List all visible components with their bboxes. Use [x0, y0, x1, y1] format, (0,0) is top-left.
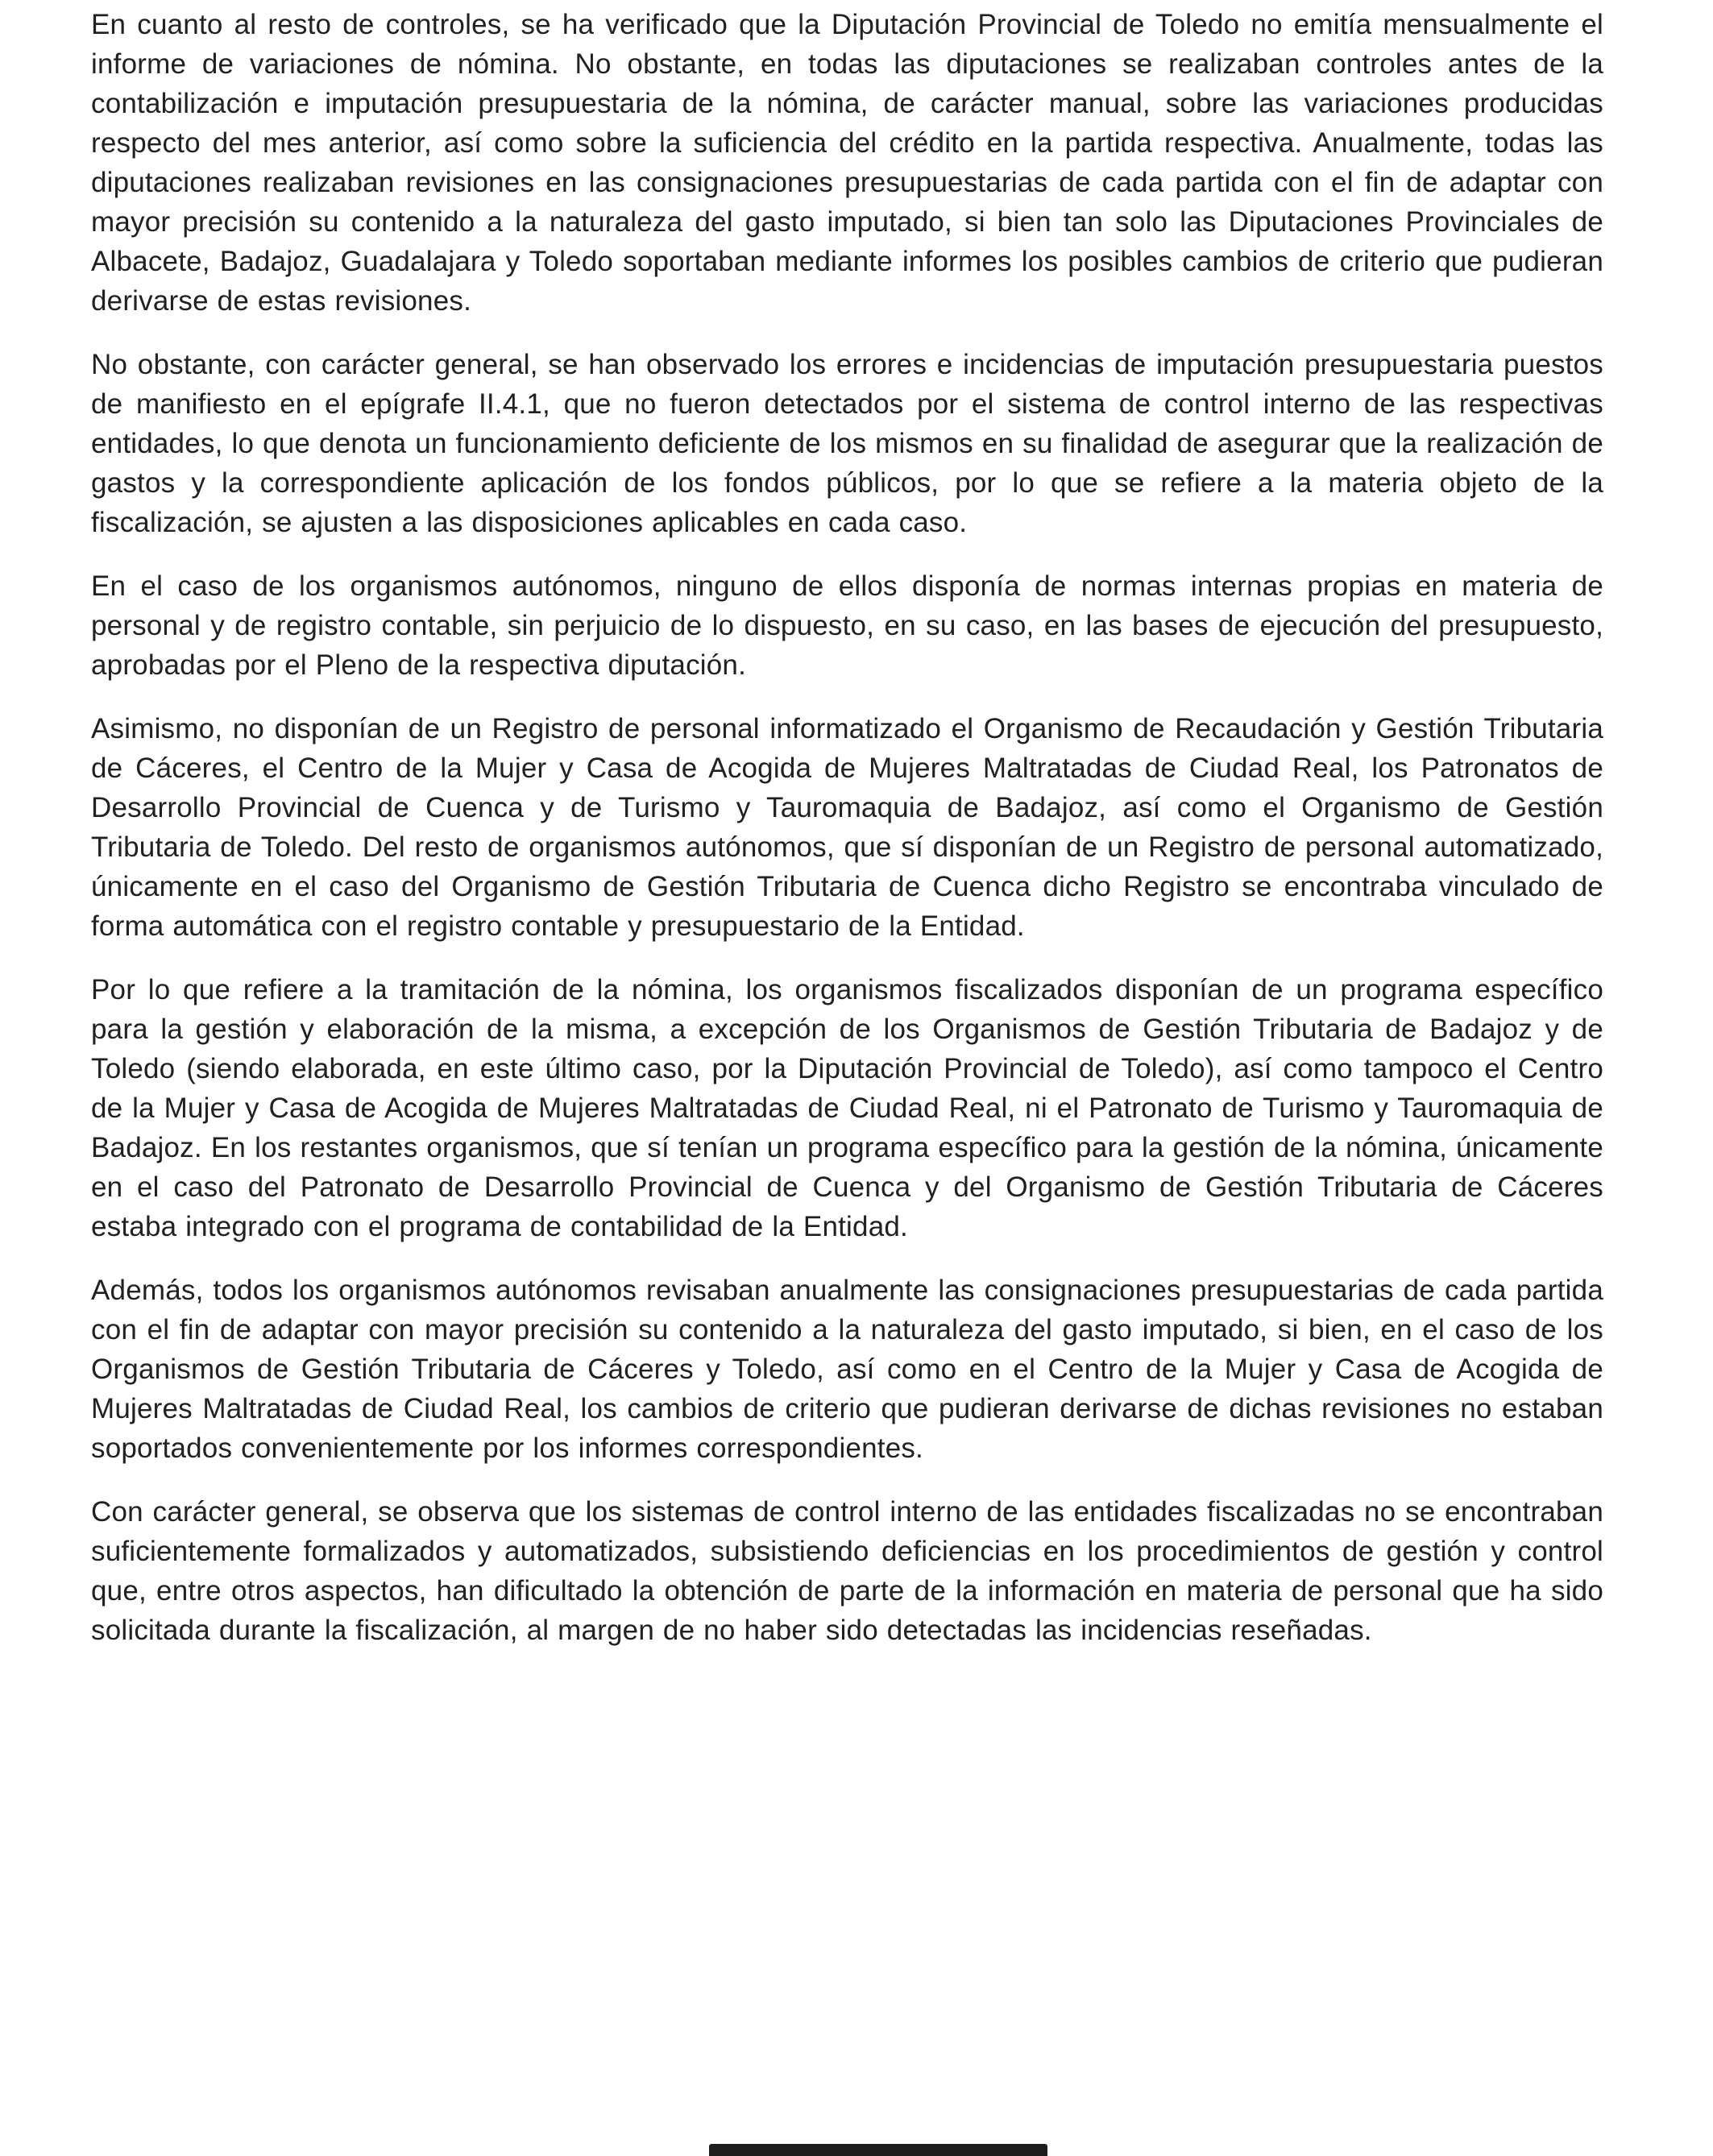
paragraph-conclusion-control-interno: Con carácter general, se observa que los sistemas de control interno de las entidades fiscalizadas no se encontraban suficientemente formalizados y automatizados, subsistiendo deficiencias en los procedimientos de gestión y control que, entre otros aspectos, han dificultado la obtención de parte de la información en materia de personal que ha sido solicitada durante la fiscalización, al margen de no haber sido detectadas las incidencias reseñadas. [91, 1496, 1603, 1646]
paragraph-organismos-autonomos-normas: En el caso de los organismos autónomos, ninguno de ellos disponía de normas internas propias en materia de personal y de registro contable, sin perjuicio de lo dispuesto, en su caso, en las bases de ejecución del presupuesto, aprobadas por el Pleno de la respectiva diputación. [91, 570, 1603, 681]
document-body [91, 5, 1603, 1650]
paragraph-revision-consignaciones: Además, todos los organismos autónomos revisaban anualmente las consignaciones presupuestarias de cada partida con el fin de adaptar con mayor precisión su contenido a la naturaleza del gasto imputado, si bien, en el caso de los Organismos de Gestión Tributaria de Cáceres y Toledo, así como en el Centro de la Mujer y Casa de Acogida de Mujeres Maltratadas de Ciudad Real, los cambios de criterio que pudieran derivarse de dichas revisiones no estaban soportados convenientemente por los informes correspondientes. [91, 1275, 1603, 1464]
page-bottom-scan-mark [709, 2144, 1047, 2156]
paragraph-errores-imputacion: No obstante, con carácter general, se han observado los errores e incidencias de imputación presupuestaria puestos de manifiesto en el epígrafe II.4.1, que no fueron detectados por el sistema de control interno de las respectivas entidades, lo que denota un funcionamiento deficiente de los mismos en su finalidad de asegurar que la realización de gastos y la correspondiente aplicación de los fondos públicos, por lo que se refiere a la materia objeto de la fiscalización, se ajusten a las disposiciones aplicables en cada caso. [91, 349, 1603, 538]
paragraph-tramitacion-nomina: Por lo que refiere a la tramitación de la nómina, los organismos fiscalizados disponían de un programa específico para la gestión y elaboración de la misma, a excepción de los Organismos de Gestión Tributaria de Badajoz y de Toledo (siendo elaborada, en este último caso, por la Diputación Provincial de Toledo), así como tampoco el Centro de la Mujer y Casa de Acogida de Mujeres Maltratadas de Ciudad Real, ni el Patronato de Turismo y Tauromaquia de Badajoz. En los restantes organismos, que sí tenían un programa específico para la gestión de la nómina, únicamente en el caso del Patronato de Desarrollo Provincial de Cuenca y del Organismo de Gestión Tributaria de Cáceres estaba integrado con el programa de contabilidad de la Entidad. [91, 974, 1603, 1242]
paragraph-registro-personal: Asimismo, no disponían de un Registro de personal informatizado el Organismo de Recaudación y Gestión Tributaria de Cáceres, el Centro de la Mujer y Casa de Acogida de Mujeres Maltratadas de Ciudad Real, los Patronatos de Desarrollo Provincial de Cuenca y de Turismo y Tauromaquia de Badajoz, así como el Organismo de Gestión Tributaria de Toledo. Del resto de organismos autónomos, que sí disponían de un Registro de personal automatizado, únicamente en el caso del Organismo de Gestión Tributaria de Cuenca dicho Registro se encontraba vinculado de forma automática con el registro contable y presupuestario de la Entidad. [91, 713, 1603, 942]
paragraph-controls-diputaciones: En cuanto al resto de controles, se ha verificado que la Diputación Provincial de Toledo no emitía mensualmente el informe de variaciones de nómina. No obstante, en todas las diputaciones se realizaban controles antes de la contabilización e imputación presupuestaria de la nómina, de carácter manual, sobre las variaciones producidas respecto del mes anterior, así como sobre la suficiencia del crédito en la partida respectiva. Anualmente, todas las diputaciones realizaban revisiones en las consignaciones presupuestarias de cada partida con el fin de adaptar con mayor precisión su contenido a la naturaleza del gasto imputado, si bien tan solo las Diputaciones Provinciales de Albacete, Badajoz, Guadalajara y Toledo soportaban mediante informes los posibles cambios de criterio que pudieran derivarse de estas revisiones. [91, 9, 1603, 317]
